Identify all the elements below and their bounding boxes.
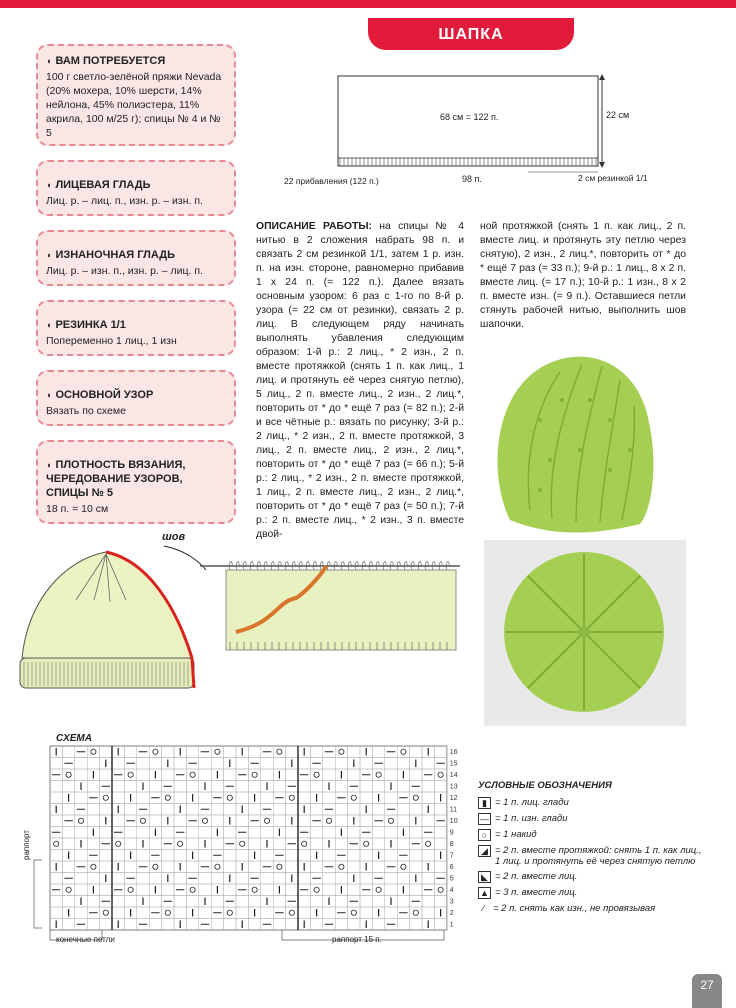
legend-title: УСЛОВНЫЕ ОБОЗНАЧЕНИЯ (478, 780, 612, 791)
knit-icon: ▮ (478, 797, 491, 809)
row-number: 14 (449, 772, 458, 779)
legend-item: — = 1 п. изн. глади (480, 813, 568, 824)
box-title: ◖ ВАМ ПОТРЕБУЕТСЯ (46, 54, 226, 68)
box-text: 18 п. = 10 см (46, 503, 109, 515)
legend-item: ▲ = 3 п. вместе лиц. (478, 887, 708, 899)
scheme-title: СХЕМА (56, 733, 92, 744)
rapport-label: раппорт 15 п. (332, 935, 382, 944)
main-pattern-box (36, 370, 236, 426)
row-number: 7 (449, 852, 454, 860)
top-border (0, 0, 736, 8)
legend-item: ◣ = 2 п. вместе лиц. (478, 871, 708, 883)
row-number: 11 (449, 806, 458, 814)
width-label: 68 см = 122 п. (440, 112, 499, 122)
legend-item: ▮ = 1 п. лиц. глади (478, 797, 708, 809)
description-col1 (256, 220, 464, 540)
row-number: 13 (449, 783, 458, 791)
purl-icon: — (480, 814, 489, 824)
box-text: 100 г светло-зелёной пряжи Nevada (20% мохера, 10% шерсти, 14% нейлона, 45% полиэстера, 11% акрила, 100 м/25 г); спицы № 4 и № 5 (46, 71, 222, 139)
slip-icon: ∕ (482, 903, 485, 913)
row-number: 5 (449, 875, 454, 883)
row-number: 6 (449, 864, 454, 871)
hat-shape-drawing (14, 540, 224, 700)
cast-on-label: 98 п. (462, 174, 482, 184)
box-text: Лиц. р. – лиц. п., изн. р. – изн. п. (46, 195, 203, 207)
row-number: 12 (449, 795, 458, 802)
row-number: 4 (449, 887, 454, 894)
row-number: 8 (449, 841, 454, 848)
description-col2 (480, 220, 686, 332)
row-number: 3 (449, 898, 454, 906)
description-text: на спицы № 4 нитью в 2 сложения набрать 98 п. и связать 2 см резинкой 1/1, затем 1 р. изн. п. на изн. стороне, равномерно прибавив 1 х 24 п. (= 122 п.). Далее вязать основным узором: 6 раз с 1-го по 8-й р. узора (= 22 см от резинки), связать 2 р. лиц. В следующем ряду начинать выполнять убавления следующим образом: 1-й р.: 2 лиц., * 2 изн., 2 п. вместе протяжкой (снять 1 п. как лиц., 1 лиц. и протянуть её через снятую петлю), 5 лиц., 2 п. вместе лиц., 2 изн., 2 лиц.*, повторить от * до * ещё 7 раз (= 82 п.); 2-й и все чётные р.: вязать по рисунку; 3-й р.: 2 лиц., * 2 изн., 2 п. вместе протяжкой, 3 лиц., 2 п. вместе лиц., 2 изн., 2 лиц.*, повторить от * до * ещё 7 раз (= 66 п.); 5-й р.: 2 лиц., * 2 изн., 2 п. вместе протяжкой, 1 лиц., 2 п. вместе лиц., 2 изн., 2 лиц.*, повторить от * до * ещё 7 раз (= 50 п.); 7-й р.: 2 п. вместе лиц., * 2 изн., 3 п. вместе двой- (256, 221, 464, 540)
row-number: 2 (449, 910, 454, 917)
rib-label: 2 см резинкой 1/1 (578, 173, 648, 183)
page-title: ШАПКА (368, 18, 574, 50)
seam-label: шов (162, 531, 186, 543)
row-number: 1 (449, 921, 454, 929)
gauge-box (36, 440, 236, 524)
hat-photo-side (490, 340, 660, 540)
legend-item: ◢ = 2 п. вместе протяжкой: снять 1 п. как лиц., 1 лиц. и протянуть её через снятую петлю (478, 845, 708, 867)
hat-photo-top (484, 540, 686, 726)
box-title: ◖ ИЗНАНОЧНАЯ ГЛАДЬ (46, 248, 226, 262)
height-label: 22 см (606, 110, 630, 120)
legend-item: ∕ = 2 п. снять как изн., не провязывая (478, 903, 708, 914)
edge-stitches-label: конечные петли (56, 935, 115, 944)
reverse-stockinette-box (36, 230, 236, 286)
k3tog-icon: ▲ (478, 887, 491, 899)
stockinette-box (36, 160, 236, 216)
yarn-over-icon: ○ (478, 829, 491, 841)
k2tog-icon: ◣ (478, 871, 491, 883)
increase-label: 22 прибавления (122 п.) (284, 176, 379, 186)
row-number: 15 (449, 760, 458, 768)
knitting-chart (20, 740, 470, 950)
box-text: Попеременно 1 лиц., 1 изн (46, 335, 177, 347)
row-number: 9 (449, 829, 454, 837)
box-text: Вязать по схеме (46, 405, 126, 417)
row-number: 16 (449, 749, 458, 756)
needle-drawing (196, 552, 464, 658)
rib-box (36, 300, 236, 356)
ssk-icon: ◢ (478, 845, 491, 857)
rapport-vertical-label: раппорт (22, 830, 31, 860)
page-number: 27 (692, 974, 722, 1008)
hat-schematic (280, 70, 720, 190)
box-title: ◖ ПЛОТНОСТЬ ВЯЗАНИЯ, ЧЕРЕДОВАНИЕ УЗОРОВ, СПИЦЫ № 5 (46, 458, 226, 500)
legend (478, 780, 708, 918)
description-text: ной протяжкой (снять 1 п. как лиц., 2 п. вместе лиц. и протянуть эту петлю через снятую), 2 изн., 2 лиц.*, повторить от * до * ещё 7 раз (= 33 п.); 9-й р.: 1 лиц., 8 х 2 п. вместе лиц. (= 17 п.); 10-й р.: 1 изн., 8 х 2 п. вместе изн. (= 9 п.). Оставшиеся петли стянуть рабочей нитью, выполнить шов шапочки. (480, 221, 686, 330)
box-title: ◖ ОСНОВНОЙ УЗОР (46, 388, 226, 402)
box-title: ◖ ЛИЦЕВАЯ ГЛАДЬ (46, 178, 226, 192)
legend-item: ○ = 1 накид (478, 829, 708, 841)
box-title: ◖ РЕЗИНКА 1/1 (46, 318, 226, 332)
materials-box (36, 44, 236, 146)
box-text: Лиц. р. – изн. п., изн. р. – лиц. п. (46, 265, 203, 277)
description-heading: ОПИСАНИЕ РАБОТЫ: (256, 221, 372, 232)
row-number: 10 (449, 818, 458, 825)
